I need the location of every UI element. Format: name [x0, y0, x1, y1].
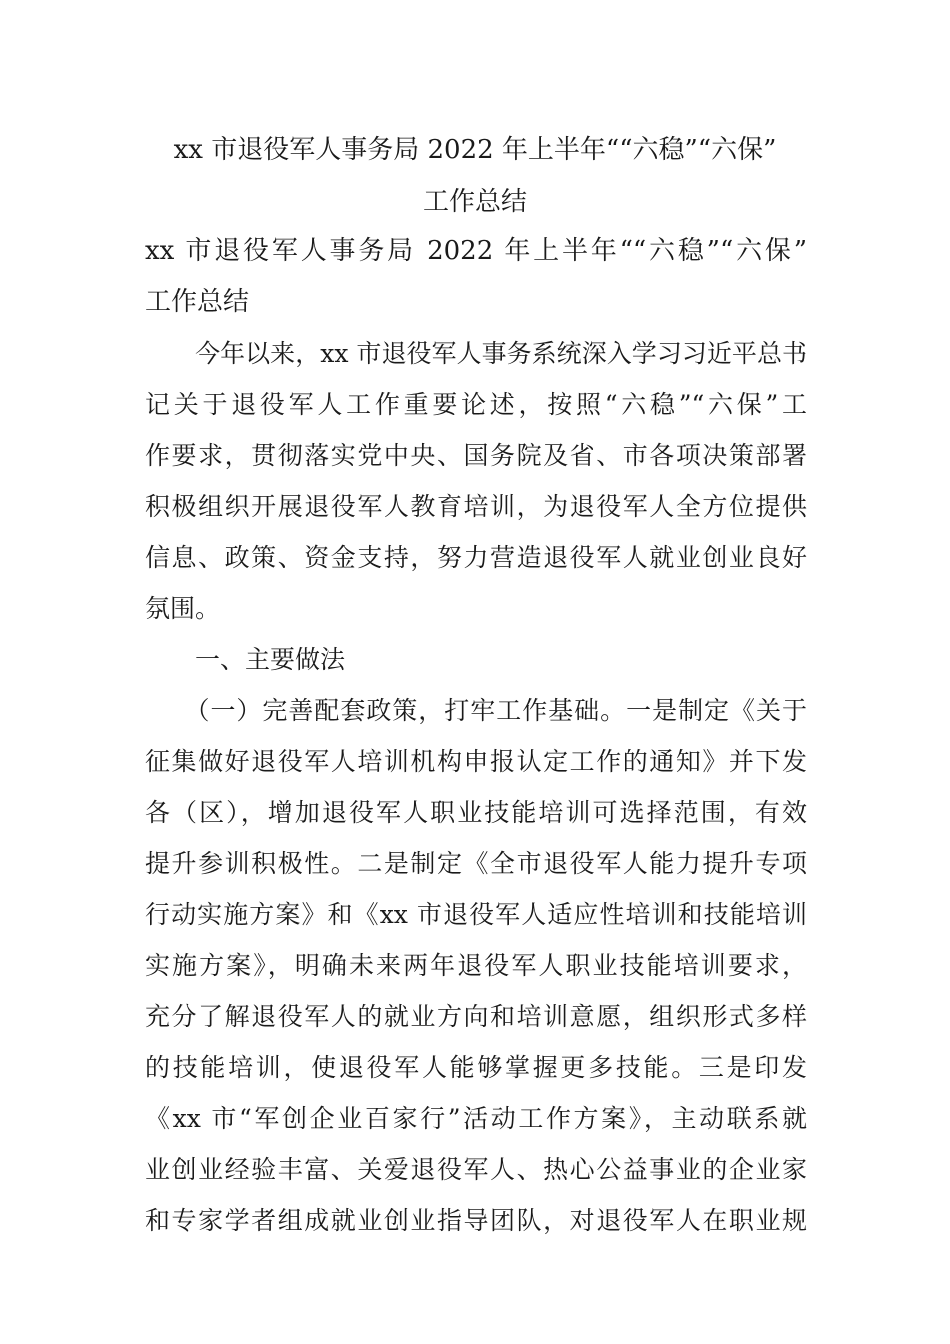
- body-line: 的技能培训，使退役军人能够掌握更多技能。三是印发: [145, 1053, 807, 1082]
- body-line: 行动实施方案》和《xx 市退役军人适应性培训和技能培训: [145, 900, 807, 929]
- document-subtitle: [145, 226, 807, 328]
- body-line: 充分了解退役军人的就业方向和培训意愿，组织形式多样: [145, 1002, 807, 1031]
- document-body: [145, 328, 807, 1246]
- body-line: 《xx 市“军创企业百家行”活动工作方案》，主动联系就: [145, 1104, 807, 1133]
- document-title: [145, 124, 805, 228]
- body-line: （一）完善配套政策，打牢工作基础。一是制定《关于: [145, 696, 807, 725]
- body-line: 信息、政策、资金支持，努力营造退役军人就业创业良好: [145, 543, 807, 572]
- body-line: 征集做好退役军人培训机构申报认定工作的通知》并下发: [145, 747, 807, 776]
- body-line: 业创业经验丰富、关爱退役军人、热心公益事业的企业家: [145, 1155, 807, 1184]
- body-line: 各（区），增加退役军人职业技能培训可选择范围，有效: [145, 798, 807, 827]
- subtitle-line-1: xx 市退役军人事务局 2022 年上半年““六稳”“六保”: [145, 236, 807, 266]
- body-line: 氛围。: [145, 594, 221, 623]
- title-line-2: 工作总结: [422, 187, 527, 217]
- body-line: 提升参训积极性。二是制定《全市退役军人能力提升专项: [145, 849, 807, 878]
- body-line: 记关于退役军人工作重要论述，按照“六稳”“六保”工: [145, 390, 807, 419]
- body-line: 今年以来，xx 市退役军人事务系统深入学习习近平总书: [145, 339, 807, 368]
- body-line: 作要求，贯彻落实党中央、国务院及省、市各项决策部署: [145, 441, 807, 470]
- title-line-1: xx 市退役军人事务局 2022 年上半年““六稳”“六保”: [173, 135, 777, 165]
- body-line: 积极组织开展退役军人教育培训，为退役军人全方位提供: [145, 492, 807, 521]
- section-heading: 一、主要做法: [145, 645, 346, 674]
- body-line: 实施方案》，明确未来两年退役军人职业技能培训要求，: [145, 951, 807, 980]
- body-line: 和专家学者组成就业创业指导团队，对退役军人在职业规: [145, 1206, 807, 1235]
- subtitle-line-2: 工作总结: [145, 287, 250, 317]
